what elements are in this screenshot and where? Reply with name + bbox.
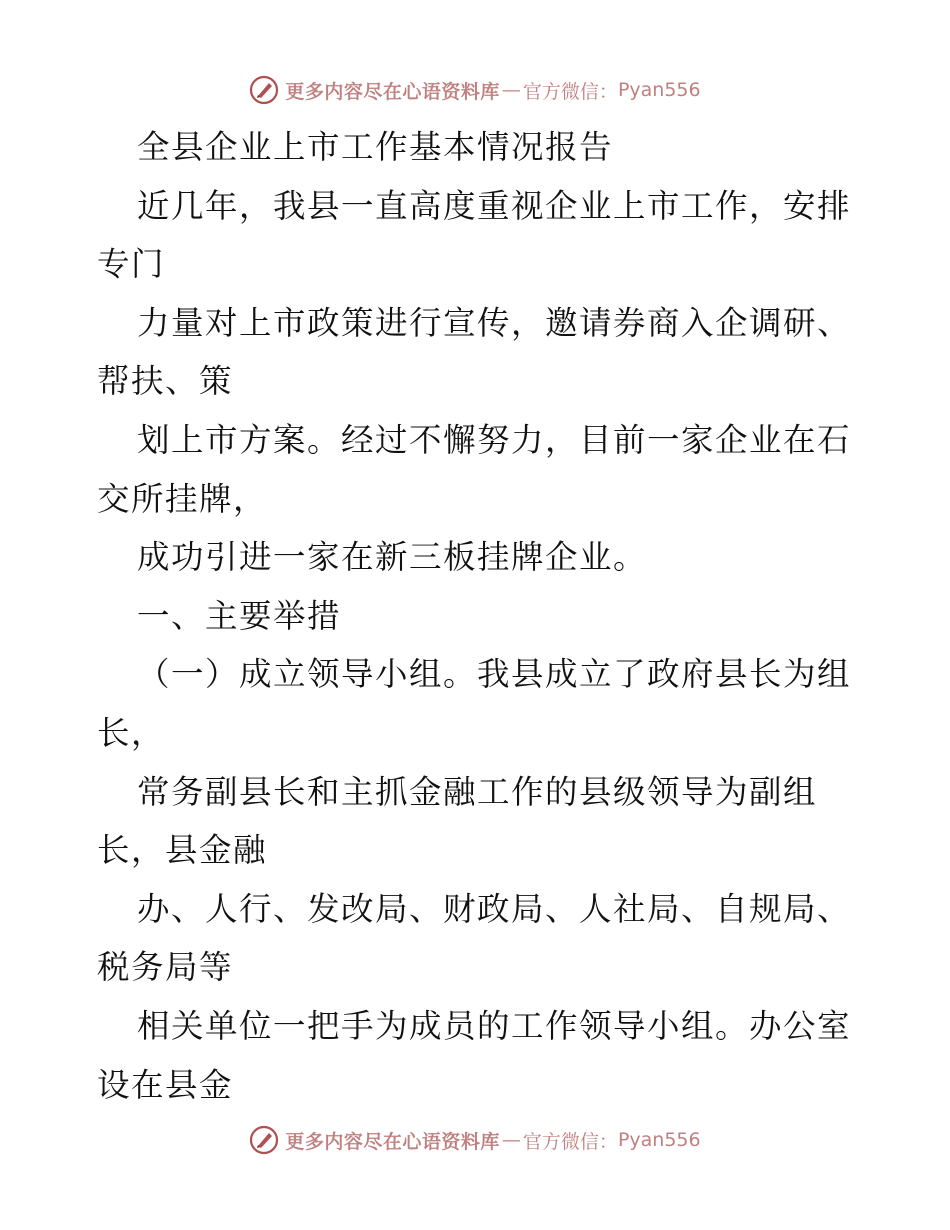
paragraph-line: 帮扶、策	[97, 362, 234, 401]
paragraph-line: 办、人行、发改局、财政局、人社局、自规局、	[137, 889, 852, 928]
document-body	[97, 118, 857, 1114]
watermark-separator: —	[501, 1129, 521, 1151]
paragraph-line: 成功引进一家在新三板挂牌企业。	[137, 538, 648, 577]
watermark-text: 更多内容尽在心语资料库	[285, 1130, 500, 1153]
paragraph-line: 相关单位一把手为成员的工作领导小组。办公室	[137, 1006, 852, 1045]
watermark-id: Pyan556	[617, 1129, 701, 1151]
paragraph-line: 专门	[97, 245, 166, 284]
document-title: 全县企业上市工作基本情况报告	[137, 128, 614, 166]
watermark-id: Pyan556	[617, 79, 701, 101]
paragraph-line: 划上市方案。经过不懈努力，目前一家企业在石	[137, 420, 852, 459]
section-heading: 一、主要举措	[137, 596, 342, 635]
watermark-suffix: 官方微信：	[522, 80, 618, 103]
pen-logo-icon	[249, 75, 279, 105]
paragraph-line: 长，县金融	[97, 831, 268, 870]
paragraph-line: 力量对上市政策进行宣传，邀请券商入企调研、	[137, 303, 852, 342]
paragraph-line: 常务副县长和主抓金融工作的县级领导为副组	[137, 772, 818, 811]
watermark-header	[0, 72, 950, 108]
paragraph-line: 设在县金	[97, 1065, 234, 1104]
watermark-separator: —	[501, 79, 521, 101]
paragraph-line: （一）成立领导小组。我县成立了政府县长为组	[137, 655, 852, 694]
paragraph-line: 近几年，我县一直高度重视企业上市工作，安排	[137, 186, 852, 225]
pen-logo-icon	[249, 1125, 279, 1155]
paragraph-line: 长，	[97, 713, 166, 752]
paragraph-line: 税务局等	[97, 948, 234, 987]
watermark-footer	[0, 1122, 950, 1158]
watermark-suffix: 官方微信：	[522, 1130, 618, 1153]
paragraph-line: 交所挂牌，	[97, 479, 268, 518]
watermark-text: 更多内容尽在心语资料库	[285, 80, 500, 103]
